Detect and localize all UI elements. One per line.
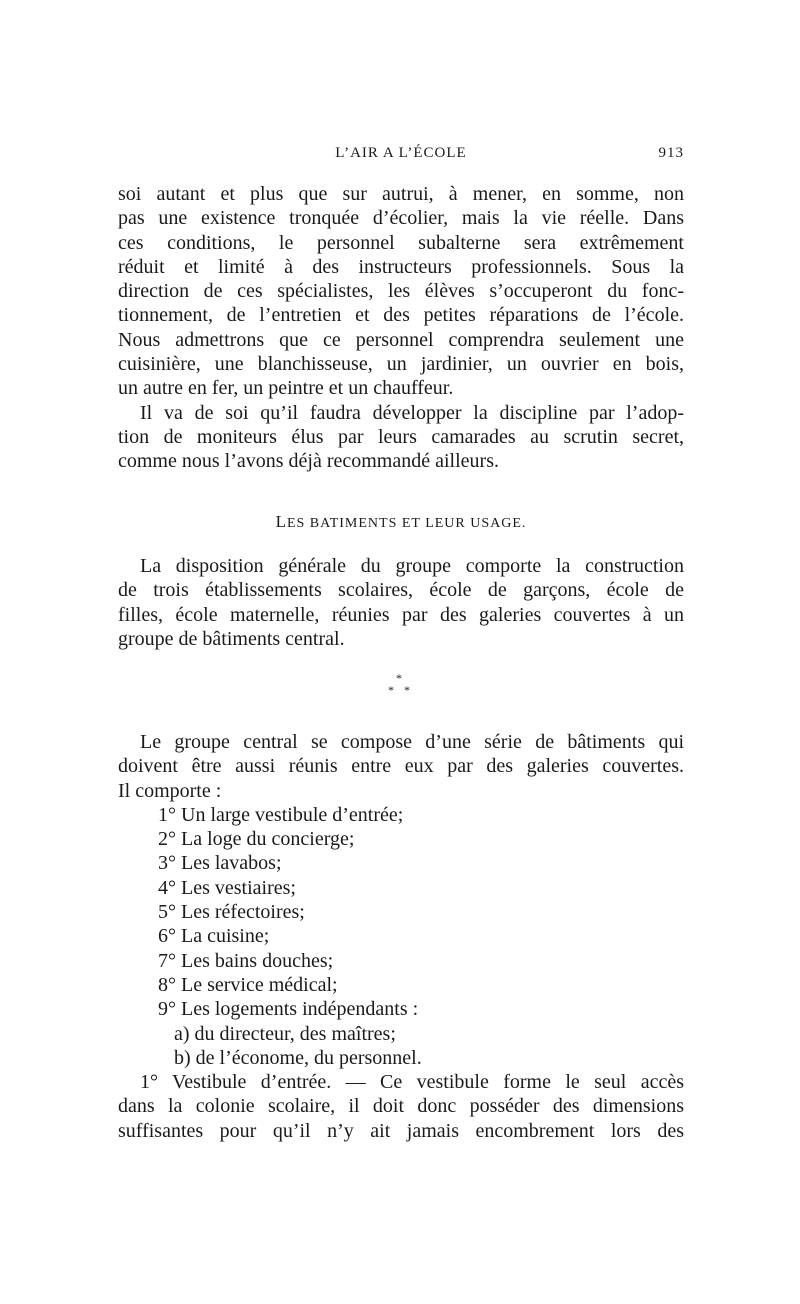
text-line: suffisantes pour qu’il n’y ait jamais encombrement lors des (118, 1119, 684, 1142)
text-line: tionnement, de l’entretien et des petites réparations de l’école. (118, 304, 684, 327)
text-line: Nous admettrons que ce personnel comprendra seulement une (118, 328, 684, 351)
list-item: 8° Le service médical; (158, 973, 338, 996)
text-line: cuisinière, une blanchisseuse, un jardinier, un ouvrier en bois, (118, 353, 684, 376)
list-item: 5° Les réfectoires; (158, 901, 305, 924)
text-block-2 (118, 554, 684, 651)
text-block-1 (118, 182, 684, 474)
text-line: soi autant et plus que sur autrui, à mener, en somme, non (118, 183, 684, 205)
list-item: 7° Les bains douches; (158, 949, 334, 972)
text-line: Il comporte : (118, 779, 222, 802)
text-line: filles, école maternelle, réunies par des galeries couvertes à un (118, 603, 684, 626)
text-line: Le groupe central se compose d’une série de bâtiments qui (140, 731, 684, 753)
asterism-separator: * * * (388, 671, 410, 697)
text-line: La disposition générale du groupe comporte la construction (140, 555, 684, 577)
text-line: un autre en fer, un peintre et un chauffeur. (118, 377, 454, 400)
list-item: 2° La loge du concierge; (158, 828, 355, 851)
text-line: de trois établissements scolaires, école de garçons, école de (118, 579, 684, 602)
text-line: doivent être aussi réunis entre eux par des galeries couvertes. (118, 755, 684, 778)
text-line: comme nous l’avons déjà recommandé ailleurs. (118, 450, 499, 473)
list-item: 3° Les lavabos; (158, 852, 282, 875)
text-line: réduit et limité à des instructeurs professionnels. Sous la (118, 255, 684, 278)
text-block-3 (118, 730, 684, 1143)
sub-list-item: a) du directeur, des maîtres; (174, 1022, 396, 1045)
text-line: dans la colonie scolaire, il doit donc posséder des dimensions (118, 1095, 684, 1118)
running-header (118, 145, 684, 169)
list-item: 6° La cuisine; (158, 925, 270, 948)
section-heading-initial: L (275, 512, 287, 531)
section-heading-rest: ES BATIMENTS ET LEUR USAGE. (286, 516, 527, 531)
sub-list-item: b) de l’économe, du personnel. (174, 1046, 422, 1069)
list-item: 9° Les logements indépendants : (158, 998, 419, 1021)
text-line: pas une existence tronquée d’écolier, mais la vie réelle. Dans (118, 207, 684, 230)
list-item: 4° Les vestiaires; (158, 876, 296, 899)
page-number: 913 (658, 145, 684, 161)
text-line: direction de ces spécialistes, les élèves s’occuperont du fonc- (118, 280, 684, 303)
section-heading (118, 512, 684, 532)
text-line: groupe de bâtiments central. (118, 627, 345, 650)
text-line: ces conditions, le personnel subalterne sera extrêmement (118, 231, 684, 254)
text-line: Il va de soi qu’il faudra développer la discipline par l’adop- (140, 401, 684, 424)
text-line: 1° Vestibule d’entrée. — Ce vestibule forme le seul accès (140, 1071, 684, 1094)
text-line: tion de moniteurs élus par leurs camarades au scrutin secret, (118, 425, 684, 448)
running-title: L’AIR A L’ÉCOLE (335, 145, 467, 161)
list-item: 1° Un large vestibule d’entrée; (158, 803, 404, 826)
